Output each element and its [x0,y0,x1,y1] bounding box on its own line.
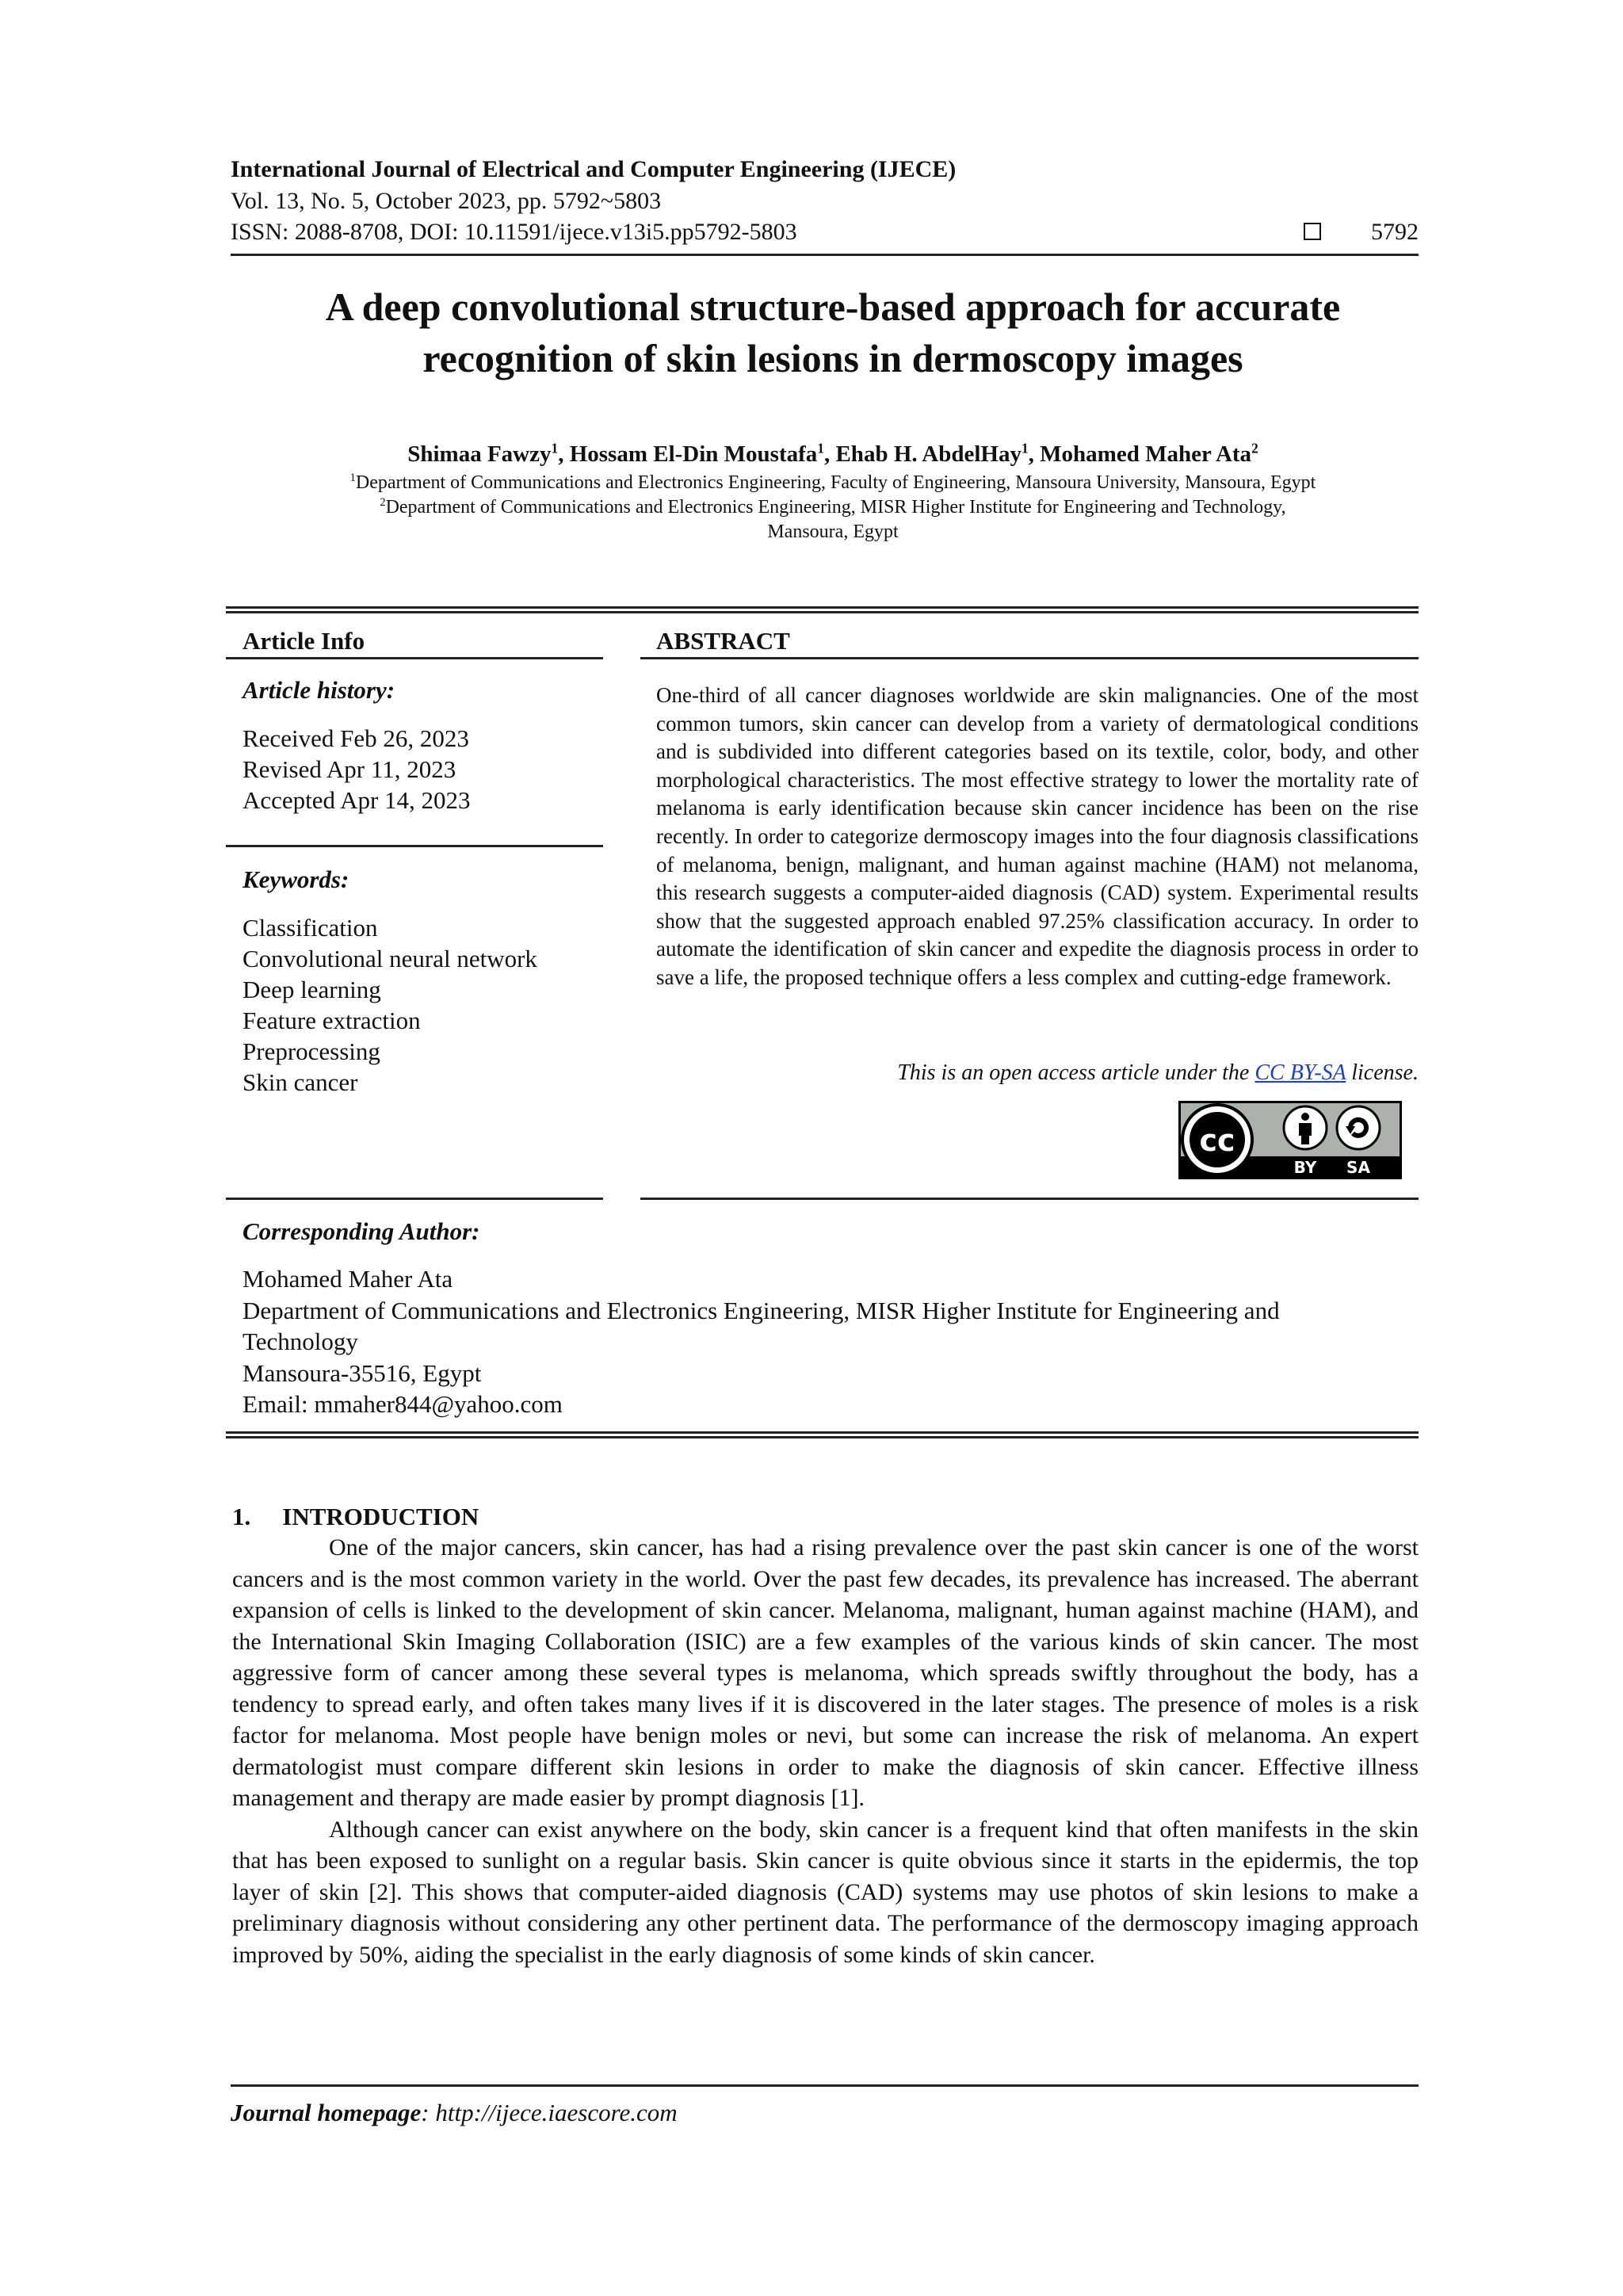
keyword: Classification [242,914,378,942]
paragraph: Although cancer can exist anywhere on the body, skin cancer is a frequent kind that often manifests in the skin that has been exposed to sunlight on a regular basis. Skin cancer is quite obvious since it starts in the epidermis, the top layer of skin [2]. This shows that computer-aided diagnosis (CAD) systems may use photos of skin lesions to make a preliminary diagnosis without considering any other pertinent data. The performance of the dermoscopy imaging approach improved by 50%, aiding the specialist in the early diagnosis of some kinds of skin cancer. [232,1816,1419,1968]
box-rule-top-2 [226,611,1419,613]
keyword: Preprocessing [242,1037,380,1065]
keyword-list [242,912,537,1098]
paragraph: One of the major cancers, skin cancer, has had a rising prevalence over the past skin cancer is one of the worst cancers and is the most common variety in the world. Over the past few decades, its prevalence has increased. The aberrant expansion of cells is linked to the development of skin cancer. Melanoma, malignant, human against machine (HAM), and the International Skin Imaging Collaboration (ISIC) are a few examples of the various kinds of skin cancer. The most aggressive form of cancer among these several types is melanoma, which spreads swiftly throughout the body, has a tendency to spread early, and often takes many lives if it is discovered in the later stages. The presence of moles is a risk factor for melanoma. Most people have benign moles or nevi, but some can increase the risk of melanoma. An expert dermatologist must compare different skin lesions in order to make the diagnosis of skin cancer. Effective illness management and therapy are made easier by prompt diagnosis [1]. [232,1534,1419,1811]
abstract-text: One-third of all cancer diagnoses worldwide are skin malignancies. One of the most common tumors, skin cancer can develop from a variety of dermatological conditions and is subdivided into different categories based on its textile, color, body, and other morphological characteristics. The most effective strategy to lower the mortality rate of melanoma is early identification because skin cancer incidence has been on the rise recently. In order to categorize dermoscopy images into the four diagnosis classifications of melanoma, benign, malignant, and human against machine (HAM) not melanoma, this research suggests a computer-aided diagnosis (CAD) system. Experimental results show that the suggested approach enabled 97.25% classification accuracy. In order to automate the identification of skin cancer and expedite the diagnosis process in order to save a life, the proposed technique offers a less complex and cutting-edge framework. [656,683,1419,989]
article-info-rule [226,657,603,659]
cc-icon-label: cc [1199,1123,1235,1158]
history-heading: Article history: [242,676,395,704]
article-info-heading: Article Info [242,627,365,655]
keyword: Deep learning [242,976,381,1003]
journal-name: International Journal of Electrical and Computer Engineering (IJECE) [231,156,957,182]
received-date: Received Feb 26, 2023 [242,724,469,752]
sa-label: SA [1346,1158,1370,1177]
affiliation-2: $^2$Department of Communications and Electronics Engineering, MISR Higher Institute for Engineering and Technology, [380,496,1286,518]
corresponding-email[interactable]: Email: mmaher844@yahoo.com [242,1390,563,1418]
history-rule [226,845,603,847]
by-label: BY [1293,1158,1317,1177]
corresponding-dept-cont: Technology [242,1328,358,1355]
author-list: Shimaa Fawzy$^1$, Hossam El-Din Moustafa$^1$, Ehab H. AbdelHay$^1$, Mohamed Maher Ata$^2$ [407,440,1258,467]
cc-by-sa-badge-graphic [1178,1101,1402,1179]
revised-date: Revised Apr 11, 2023 [242,755,456,783]
affiliation-1: $^1$Department of Communications and Electronics Engineering, Faculty of Engineering, Mansoura University, Mansoura, Egypt [349,472,1316,493]
affiliation-2-cont: Mansoura, Egypt [767,521,899,542]
author-name: Ehab H. AbdelHay [835,441,1022,467]
author-name: Shimaa Fawzy [407,441,552,467]
homepage-link[interactable]: : http://ijece.iaescore.com [421,2099,678,2126]
paper-title: A deep convolutional structure-based approach for accurate recognition of skin lesions in dermoscopy images [325,285,1341,380]
corresponding-heading: Corresponding Author: [242,1217,480,1245]
box-rule-bottom [226,1431,1419,1434]
share-alike-icon [1337,1106,1380,1149]
author-name: Hossam El-Din Moustafa [569,441,818,467]
corresponding-address: Mansoura-35516, Egypt [242,1358,482,1387]
section-heading-introduction: 1. INTRODUCTION [232,1503,479,1530]
license-link[interactable]: CC BY-SA [1254,1060,1346,1085]
abstract-bottom-rule [640,1198,1419,1200]
author-name: Mohamed Maher Ata [1040,441,1252,467]
keyword: Convolutional neural network [242,945,537,972]
keywords-heading: Keywords: [242,865,349,893]
box-rule-top [226,606,1419,609]
keyword: Skin cancer [242,1068,358,1096]
abstract-heading: ABSTRACT [656,627,790,655]
issn-doi: ISSN: 2088-8708, DOI: 10.11591/ijece.v13i5.pp5792-5803 [231,219,797,245]
page-number: 5792 [1371,219,1419,245]
header-rule [231,254,1419,256]
footer-rule [231,2084,1419,2087]
journal-homepage: Journal homepage: http://ijece.iaescore.com [231,2099,678,2126]
cc-by-sa-badge[interactable] [1178,1101,1402,1179]
introduction-body [232,1532,1419,1970]
corresponding-details [242,1263,1431,1420]
box-rule-bottom-2 [226,1436,1419,1438]
abstract-rule [640,657,1419,659]
keyword: Feature extraction [242,1007,421,1034]
corresponding-dept: Department of Communications and Electronics Engineering, MISR Higher Institute for Engineering and [242,1296,1280,1324]
keywords-rule [226,1198,603,1200]
corresponding-name: Mohamed Maher Ata [242,1265,453,1293]
volume-info: Vol. 13, No. 5, October 2023, pp. 5792~5803 [231,188,662,214]
accepted-date: Accepted Apr 14, 2023 [242,786,471,814]
checkbox-square-icon [1304,223,1321,240]
open-access-note: This is an open access article under the CC BY-SA license. [897,1060,1419,1085]
